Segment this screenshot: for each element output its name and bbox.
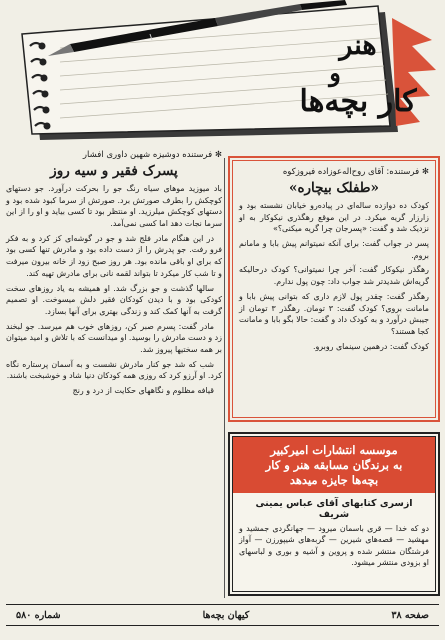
page-footer — [6, 604, 439, 626]
title-word-art: هنر — [339, 30, 377, 61]
paragraph: پسر در جواب گفت: برای آنکه نمیتوانم پیش بابا و مامانم بروم. — [239, 239, 429, 260]
paragraph: قیافه مظلوم و نگاههای حکایت از درد و رنج — [72, 386, 214, 396]
paragraph: در این هنگام مادر فلج شد و جو در گوشه‌ای کز کرد و به فکر فرو رفت. جو پدرش را از دست داده بود و مادرش تنها کسی بود که برای او باقی مانده بود. هر روز صبح زود از خانه بیرون میرفت و تا شب کار میکرد تا بتواند لقمه نانی برای مادرش تهیه کند. — [6, 233, 222, 278]
right-story-body — [239, 200, 429, 352]
column-divider — [224, 158, 225, 598]
magazine-name: کیهان بچه‌ها — [202, 609, 250, 621]
publisher-ad-box — [228, 432, 440, 596]
asterisk-icon: ✻ — [419, 167, 429, 177]
asterisk-icon: ✻ — [212, 150, 222, 160]
paragraph: مادر گفت: پسرم صبر کن، روزهای خوب هم میرسد. جو لبخند زد و دست مادرش را بوسید. او میدانست که با تلاش و امید میتوان بر همه سختیها پیروز شد. — [6, 321, 222, 354]
paragraph: شب که شد جو کنار مادرش نشست و به آسمان پرستاره نگاه کرد. او آرزو کرد که روزی همه کودکان دنیا شاد و خوشبخت باشند. — [6, 359, 222, 381]
paragraph: کودک ده دوازده ساله‌ای در پیاده‌رو خیابان نشسته بود و زارزار گریه میکرد. در این موقع رهگذری نیکوکار به او نزدیک شد و گفت: «پسرجان چرا گریه میکنی؟» — [239, 201, 429, 234]
ad-text: دو که خدا — قری باسمان میرود — جهانگردی جمشید و مهشید — قصه‌های شیرین — گربه‌های شیپورزن — آواز فرشتگان منتشر شده و پروین و آشیه و بوری و لباسهای او بزودی منتشر میشود. — [239, 523, 429, 568]
paragraph: رهگذر نیکوکار گفت: آخر چرا نمیتوانی؟ کودک درحالیکه گریه‌اش شدیدتر شد جواب داد: چون پول ندارم. — [239, 265, 429, 287]
right-story-box — [228, 156, 440, 422]
left-story — [6, 150, 222, 600]
paragraph: کودک گفت: درهمین سینمای روبرو. — [312, 341, 429, 351]
page-number: صفحه ۳۸ — [391, 609, 429, 621]
title-word-and: و — [329, 58, 341, 88]
right-column — [228, 150, 440, 600]
left-story-body — [6, 183, 222, 397]
paragraph: باد میوزید موهای سیاه رنگ جو را بحرکت درآورد. جو دستهای کوچکش را بطرف صورتش برد. صورتش از سرما کبود شده بود و دستهای کوچکش میلرزید. او منتظر بود تا کسی بیاید و او را از این سرما نجات دهد اما کسی نمی‌آمد. — [6, 184, 222, 229]
paragraph: سالها گذشت و جو بزرگ شد. او همیشه به یاد روزهای سخت کودکی بود و با دیدن کودکان فقیر دلش میسوخت. او تصمیم گرفت به آنها کمک کند و زندگی بهتری برای آنها بسازد. — [6, 283, 222, 316]
left-story-credit: ✻ فرستنده دوشیزه شهین داوری افشار — [82, 150, 222, 160]
left-story-title: پسرک فقیر و سیه روز — [50, 163, 178, 180]
section-title — [283, 32, 433, 117]
right-story-title: «طفلک بیچاره» — [289, 180, 379, 197]
title-word-children-work: کار بچه‌ها — [299, 83, 417, 119]
ad-subtitle: ازسری کتابهای آقای عباس یمینی شریف — [255, 497, 413, 520]
ad-headline: موسسه انتشارات امیرکبیر به برندگان مسابقه هنر و کار بچه‌ها جایزه میدهد — [233, 437, 435, 493]
paragraph: رهگذر گفت: چقدر پول لازم داری که بتوانی پیش بابا و مامانت بروی؟ کودک گفت: ۳ تومان. رهگذر ۳ تومان از جیبش درآورد و به کودک داد و گفت: حالا بگو بابا و مامانت کجا هستند؟ — [239, 291, 429, 336]
section-header — [0, 0, 445, 150]
right-story-credit: ✻ فرستنده: آقای روح‌اله‌عوزاده فیروزکوه — [282, 167, 429, 177]
issue-number: شماره ۵۸۰ — [16, 609, 61, 621]
